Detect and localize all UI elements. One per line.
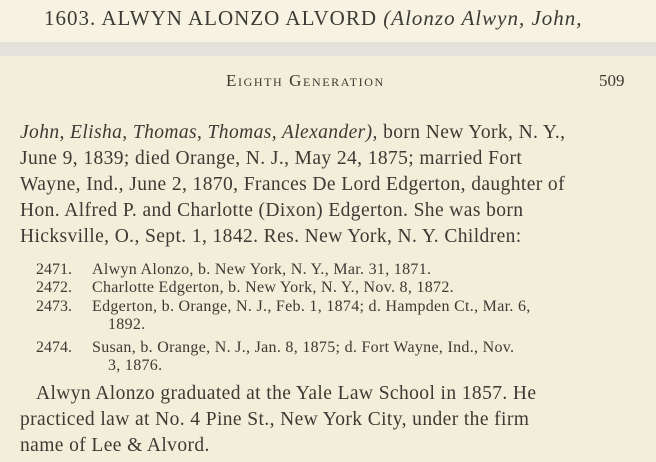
previous-entry-lineage: (Alonzo Alwyn, John, <box>383 6 583 30</box>
child-entry-continuation: 1892. <box>108 316 146 333</box>
entry-lineage-italic: John, Elisha, Thomas, Thomas, Alexander), <box>20 122 378 143</box>
paragraph-line-1: Alwyn Alonzo graduated at the Yale Law School in 1857. He <box>36 383 537 404</box>
entry-line-2: June 9, 1839; died Orange, N. J., May 24, 1875; married Fort <box>20 148 523 169</box>
child-entry: Charlotte Edgerton, b. New York, N. Y., Nov. 8, 1872. <box>92 279 454 296</box>
child-entry-continuation: 3, 1876. <box>108 357 163 374</box>
running-header-title: Eighth Generation <box>226 71 385 90</box>
paragraph-line-3: name of Lee & Alvord. <box>20 435 210 456</box>
previous-entry-line <box>44 6 583 31</box>
previous-entry-number: 1603. <box>44 6 97 30</box>
entry-line-1-text: born New York, N. Y., <box>377 122 566 143</box>
child-number: 2472. <box>36 279 72 296</box>
previous-entry-name: ALWYN ALONZO ALVORD <box>101 6 377 30</box>
paragraph-line-2: practiced law at No. 4 Pine St., New York City, under the firm <box>20 409 530 430</box>
child-number: 2473. <box>36 298 72 315</box>
page-number: 509 <box>599 71 625 90</box>
page-gutter <box>0 42 656 56</box>
entry-line-1 <box>20 122 565 144</box>
child-entry: Alwyn Alonzo, b. New York, N. Y., Mar. 31, 1871. <box>92 261 432 278</box>
child-number: 2474. <box>36 339 72 356</box>
entry-line-4: Hon. Alfred P. and Charlotte (Dixon) Edgerton. She was born <box>20 200 524 221</box>
entry-line-3: Wayne, Ind., June 2, 1870, Frances De Lord Edgerton, daughter of <box>20 174 565 195</box>
child-entry: Susan, b. Orange, N. J., Jan. 8, 1875; d. Fort Wayne, Ind., Nov. <box>92 339 515 356</box>
child-entry: Edgerton, b. Orange, N. J., Feb. 1, 1874; d. Hampden Ct., Mar. 6, <box>92 298 531 315</box>
child-number: 2471. <box>36 261 72 278</box>
entry-line-5: Hicksville, O., Sept. 1, 1842. Res. New York, N. Y. Children: <box>20 226 522 247</box>
